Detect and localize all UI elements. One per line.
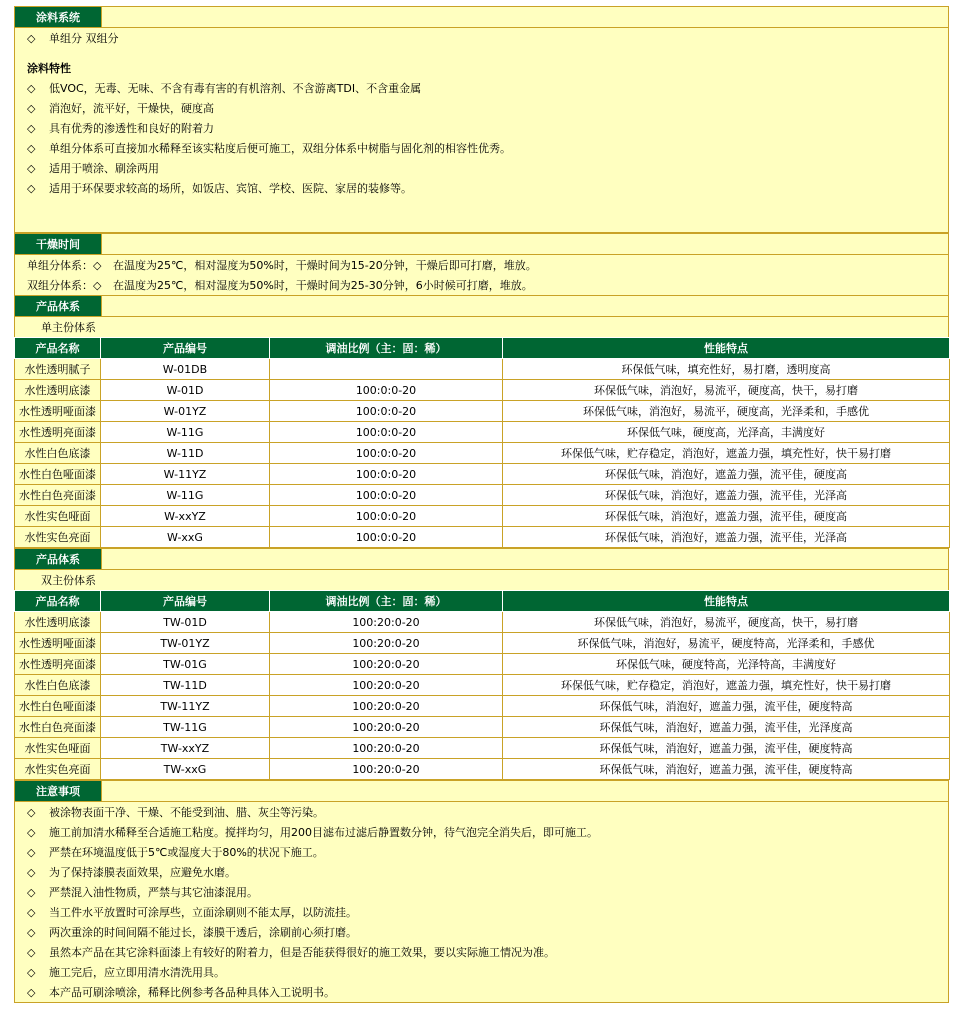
notes-box: [14, 801, 949, 1003]
list-item: ◇ 为了保持漆膜表面效果，应避免水磨。: [27, 865, 236, 879]
table-row: [15, 422, 950, 443]
table-cell: 100:20:0-20: [270, 633, 503, 654]
table-cell: 100:0:0-20: [270, 443, 503, 464]
table-row: [15, 759, 950, 780]
list-item: ◇ 适用于喷涂、刷涂两用: [27, 161, 159, 175]
table-cell: TW-xxYZ: [101, 738, 270, 759]
list-item: ◇ 具有优秀的渗透性和良好的附着力: [27, 121, 214, 135]
table-cell: 水性白色哑面漆: [15, 696, 101, 717]
table-cell: 100:20:0-20: [270, 696, 503, 717]
table-cell: 100:20:0-20: [270, 738, 503, 759]
table-cell: [270, 359, 503, 380]
table-cell: W-11YZ: [101, 464, 270, 485]
table-cell: 100:0:0-20: [270, 527, 503, 548]
table-row: [15, 696, 950, 717]
table-row: [15, 506, 950, 527]
diamond-icon: ◇: [27, 181, 36, 195]
table-cell: TW-01G: [101, 654, 270, 675]
table-cell: 环保低气味，消泡好，易流平，硬度高，快干，易打磨: [503, 612, 950, 633]
list-item: ◇ 被涂物表面干净、干燥、不能受到油、腊、灰尘等污染。: [27, 805, 324, 819]
list-item: ◇ 施工前加清水稀释至合适施工粘度。搅拌均匀，用200目滤布过滤后静置数分钟，待气泡完全消失后，即可施工。: [27, 825, 598, 839]
table-cell: 100:20:0-20: [270, 612, 503, 633]
table-cell: 100:20:0-20: [270, 717, 503, 738]
table-cell: 水性透明腻子: [15, 359, 101, 380]
diamond-icon: ◇: [27, 101, 36, 115]
table-cell: W-01D: [101, 380, 270, 401]
product-subtitle: 双主份体系: [14, 569, 949, 590]
list-item: ◇ 适用于环保要求较高的场所，如饭店、宾馆、学校、医院、家居的装修等。: [27, 181, 412, 195]
diamond-icon: ◇: [27, 965, 36, 979]
table-cell: TW-11YZ: [101, 696, 270, 717]
product-table-double: [14, 590, 950, 780]
list-item: ◇ 低VOC，无毒、无味、不含有毒有害的有机溶剂、不含游离TDI、不含重金属: [27, 81, 422, 95]
table-cell: TW-xxG: [101, 759, 270, 780]
diamond-icon: ◇: [27, 945, 36, 959]
table-cell: 100:0:0-20: [270, 464, 503, 485]
diamond-icon: ◇: [27, 161, 36, 175]
table-cell: 100:0:0-20: [270, 380, 503, 401]
diamond-icon: ◇: [27, 121, 36, 135]
diamond-icon: ◇: [27, 81, 36, 95]
list-item: ◇ 单组分 双组分: [27, 31, 119, 45]
table-cell: W-11D: [101, 443, 270, 464]
table-cell: 100:0:0-20: [270, 422, 503, 443]
spec-sheet: [14, 6, 949, 1003]
table-row: [15, 612, 950, 633]
table-row: [15, 654, 950, 675]
table-cell: 100:0:0-20: [270, 506, 503, 527]
table-cell: TW-11G: [101, 717, 270, 738]
drying-time-header: [14, 233, 949, 254]
table-cell: 环保低气味，消泡好，遮盖力强，流平佳，硬度特高: [503, 738, 950, 759]
diamond-icon: ◇: [27, 985, 36, 999]
list-item: ◇ 当工件水平放置时可涂厚些，立面涂刷则不能太厚，以防流挂。: [27, 905, 357, 919]
table-cell: 100:20:0-20: [270, 654, 503, 675]
diamond-icon: ◇: [93, 258, 102, 272]
diamond-icon: ◇: [27, 865, 36, 879]
product-system-header: [14, 295, 949, 316]
table-cell: 水性实色哑面: [15, 738, 101, 759]
col-header: 调油比例（主：固：稀）: [270, 338, 503, 359]
product-table-single: [14, 337, 950, 548]
diamond-icon: ◇: [27, 141, 36, 155]
list-item: ◇ 单组分体系可直接加水稀释至该实粘度后便可施工，双组分体系中树脂与固化剂的相容性优秀。: [27, 141, 511, 155]
col-header: 产品名称: [15, 338, 101, 359]
drying-time-title: 干燥时间: [15, 234, 101, 254]
list-item: 双组分体系： ◇ 在温度为25℃，相对湿度为50%时，干燥时间为25-30分钟，6小时候可打磨，堆放。: [27, 278, 533, 292]
table-cell: TW-01D: [101, 612, 270, 633]
notes-title: 注意事项: [15, 781, 101, 801]
table-cell: 水性实色亮面: [15, 527, 101, 548]
table-cell: W-11G: [101, 485, 270, 506]
diamond-icon: ◇: [27, 925, 36, 939]
table-cell: 水性透明底漆: [15, 380, 101, 401]
table-cell: 环保低气味，消泡好，易流平，硬度高，光泽柔和，手感优: [503, 401, 950, 422]
table-cell: 水性白色底漆: [15, 443, 101, 464]
table-cell: 环保低气味，填充性好，易打磨，透明度高: [503, 359, 950, 380]
list-item: ◇ 消泡好，流平好，干燥快，硬度高: [27, 101, 214, 115]
table-row: [15, 464, 950, 485]
table-row: [15, 717, 950, 738]
table-row: [15, 443, 950, 464]
table-cell: 环保低气味，贮存稳定，消泡好，遮盖力强，填充性好，快干易打磨: [503, 443, 950, 464]
table-cell: 环保低气味，消泡好，遮盖力强，流平佳，硬度高: [503, 506, 950, 527]
col-header: 性能特点: [503, 338, 950, 359]
diamond-icon: ◇: [27, 805, 36, 819]
product-system-header: [14, 548, 949, 569]
table-row: [15, 527, 950, 548]
table-cell: 水性白色底漆: [15, 675, 101, 696]
product-system-title: 产品体系: [15, 296, 101, 316]
table-row: [15, 401, 950, 422]
diamond-icon: ◇: [93, 278, 102, 292]
table-cell: 环保低气味，消泡好，遮盖力强，流平佳，硬度特高: [503, 759, 950, 780]
table-cell: 水性透明哑面漆: [15, 401, 101, 422]
coating-features-title: 涂料特性: [27, 62, 71, 75]
table-cell: W-11G: [101, 422, 270, 443]
table-row: [15, 485, 950, 506]
table-cell: 水性实色亮面: [15, 759, 101, 780]
table-cell: 环保低气味，消泡好，易流平，硬度特高，光泽柔和，手感优: [503, 633, 950, 654]
table-cell: 水性实色哑面: [15, 506, 101, 527]
table-cell: 环保低气味，硬度特高，光泽特高，丰满度好: [503, 654, 950, 675]
table-row: [15, 359, 950, 380]
table-cell: 环保低气味，硬度高，光泽高，丰满度好: [503, 422, 950, 443]
table-cell: 环保低气味，消泡好，遮盖力强，流平佳，光泽高: [503, 485, 950, 506]
list-item: 单组分体系： ◇ 在温度为25℃，相对湿度为50%时，干燥时间为15-20分钟，干燥后即可打磨，堆放。: [27, 258, 537, 272]
table-cell: 环保低气味，消泡好，遮盖力强，流平佳，硬度高: [503, 464, 950, 485]
diamond-icon: ◇: [27, 885, 36, 899]
table-cell: W-xxYZ: [101, 506, 270, 527]
table-cell: 环保低气味，消泡好，遮盖力强，流平佳，硬度特高: [503, 696, 950, 717]
list-item: ◇ 严禁在环境温度低于5℃或湿度大于80%的状况下施工。: [27, 845, 324, 859]
list-item: ◇ 本产品可刷涂喷涂，稀释比例参考各品种具体入工说明书。: [27, 985, 335, 999]
table-cell: TW-01YZ: [101, 633, 270, 654]
coating-system-title: 涂料系统: [15, 7, 101, 27]
table-cell: 水性透明底漆: [15, 612, 101, 633]
table-cell: 环保低气味，消泡好，易流平，硬度高，快干，易打磨: [503, 380, 950, 401]
list-item: ◇ 严禁混入油性物质，严禁与其它油漆混用。: [27, 885, 258, 899]
table-cell: 环保低气味，贮存稳定，消泡好，遮盖力强，填充性好，快干易打磨: [503, 675, 950, 696]
list-item: ◇ 施工完后，应立即用清水清洗用具。: [27, 965, 225, 979]
col-header: 产品编号: [101, 338, 270, 359]
table-cell: 水性透明亮面漆: [15, 654, 101, 675]
table-cell: W-xxG: [101, 527, 270, 548]
table-cell: 100:20:0-20: [270, 759, 503, 780]
col-header: 性能特点: [503, 591, 950, 612]
diamond-icon: ◇: [27, 825, 36, 839]
coating-system-header: [14, 6, 949, 27]
table-cell: W-01DB: [101, 359, 270, 380]
diamond-icon: ◇: [27, 845, 36, 859]
coating-system-box: [14, 27, 949, 233]
table-cell: 环保低气味，消泡好，遮盖力强，流平佳，光泽高: [503, 527, 950, 548]
table-cell: 环保低气味，消泡好，遮盖力强，流平佳，光泽度高: [503, 717, 950, 738]
table-row: [15, 633, 950, 654]
table-cell: W-01YZ: [101, 401, 270, 422]
table-row: [15, 675, 950, 696]
table-cell: 水性透明哑面漆: [15, 633, 101, 654]
col-header: 产品名称: [15, 591, 101, 612]
table-cell: 100:20:0-20: [270, 675, 503, 696]
list-item: ◇ 两次重涂的时间间隔不能过长，漆膜干透后，涂刷前心须打磨。: [27, 925, 357, 939]
product-system-title: 产品体系: [15, 549, 101, 569]
col-header: 调油比例（主：固：稀）: [270, 591, 503, 612]
notes-header: [14, 780, 949, 801]
list-item: ◇ 虽然本产品在其它涂料面漆上有较好的附着力，但是否能获得很好的施工效果，要以实际施工情况为准。: [27, 945, 555, 959]
table-cell: 水性白色亮面漆: [15, 717, 101, 738]
table-cell: TW-11D: [101, 675, 270, 696]
product-subtitle: 单主份体系: [14, 316, 949, 337]
diamond-icon: ◇: [27, 31, 36, 45]
table-row: [15, 380, 950, 401]
col-header: 产品编号: [101, 591, 270, 612]
table-cell: 100:0:0-20: [270, 401, 503, 422]
table-row: [15, 738, 950, 759]
diamond-icon: ◇: [27, 905, 36, 919]
table-cell: 水性透明亮面漆: [15, 422, 101, 443]
table-cell: 水性白色亮面漆: [15, 485, 101, 506]
drying-time-box: [14, 254, 949, 295]
table-cell: 水性白色哑面漆: [15, 464, 101, 485]
table-cell: 100:0:0-20: [270, 485, 503, 506]
